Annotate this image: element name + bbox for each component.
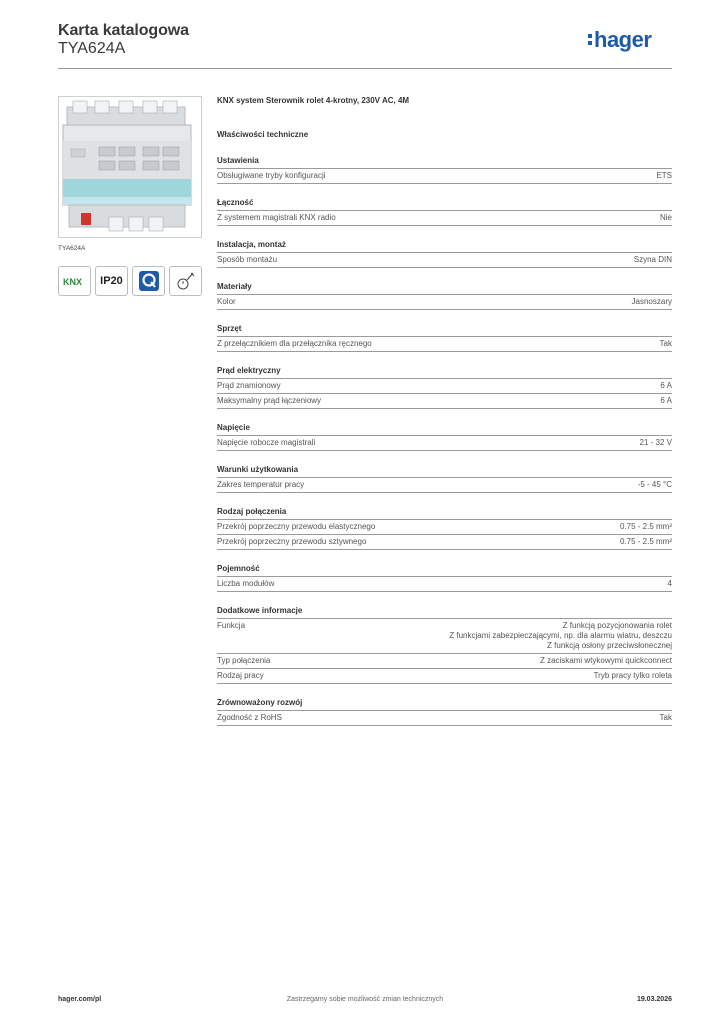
spec-label: Funkcja bbox=[217, 621, 246, 630]
spec-label: Przekrój poprzeczny przewodu elastycznego bbox=[217, 522, 376, 531]
spec-row bbox=[217, 710, 672, 726]
manual-switch-icon bbox=[169, 266, 202, 296]
spec-group bbox=[217, 507, 672, 550]
spec-group bbox=[217, 465, 672, 493]
spec-value: -5 - 45 °C bbox=[637, 480, 672, 489]
spec-group bbox=[217, 423, 672, 451]
spec-group bbox=[217, 564, 672, 592]
quality-q-icon bbox=[132, 266, 165, 296]
spec-value: Tak bbox=[659, 713, 672, 722]
spec-row bbox=[217, 576, 672, 592]
spec-row bbox=[217, 336, 672, 352]
spec-groups bbox=[217, 156, 672, 726]
spec-rows bbox=[217, 336, 672, 352]
spec-group-title: Zrównoważony rozwój bbox=[217, 698, 303, 707]
spec-row bbox=[217, 534, 672, 550]
spec-label: Sposób montażu bbox=[217, 255, 278, 264]
knx-logo-icon bbox=[58, 266, 91, 296]
spec-label: Zakres temperatur pracy bbox=[217, 480, 305, 489]
spec-group-title: Sprzęt bbox=[217, 324, 242, 333]
product-image-column bbox=[58, 96, 202, 296]
product-description: KNX system Sterownik rolet 4-krotny, 230V AC, 4M bbox=[217, 96, 410, 105]
footer-website-link[interactable]: hager.com/pl bbox=[58, 996, 102, 1003]
footer-date: 19.03.2026 bbox=[636, 996, 672, 1003]
spec-group-title: Instalacja, montaż bbox=[217, 240, 286, 249]
svg-text:KNX: KNX bbox=[62, 277, 82, 287]
spec-value: ETS bbox=[656, 171, 672, 180]
spec-value: Szyna DIN bbox=[633, 255, 672, 264]
spec-label: Obsługiwane tryby konfiguracji bbox=[217, 171, 326, 180]
document-title: Karta katalogowa bbox=[58, 22, 189, 39]
spec-group-title: Ustawienia bbox=[217, 156, 259, 165]
spec-label: Maksymalny prąd łączeniowy bbox=[217, 396, 322, 405]
spec-label: Typ połączenia bbox=[217, 656, 271, 665]
spec-value: 0.75 - 2.5 mm² bbox=[619, 537, 672, 546]
spec-group-title: Łączność bbox=[217, 198, 254, 207]
certification-badges bbox=[58, 266, 202, 296]
spec-row bbox=[217, 618, 672, 653]
spec-rows bbox=[217, 168, 672, 184]
product-code: TYA624A bbox=[58, 40, 126, 57]
spec-value: Jasnoszary bbox=[631, 297, 672, 306]
spec-row bbox=[217, 393, 672, 409]
spec-label: Liczba modułów bbox=[217, 579, 275, 588]
spec-group bbox=[217, 156, 672, 184]
spec-value: 21 - 32 V bbox=[639, 438, 672, 447]
spec-label: Zgodność z RoHS bbox=[217, 713, 282, 722]
spec-label: Przekrój poprzeczny przewodu sztywnego bbox=[217, 537, 367, 546]
spec-label: Z przełącznikiem dla przełącznika ręcznego bbox=[217, 339, 372, 348]
spec-value: Tryb pracy tylko roleta bbox=[593, 671, 672, 680]
spec-value-list bbox=[449, 621, 672, 651]
ip-rating-label: IP20 bbox=[100, 275, 123, 287]
section-technical-properties: Właściwości techniczne bbox=[217, 130, 309, 139]
spec-label: Prąd znamionowy bbox=[217, 381, 281, 390]
ip20-badge bbox=[95, 266, 128, 296]
spec-group bbox=[217, 366, 672, 409]
spec-row bbox=[217, 519, 672, 534]
spec-label: Rodzaj pracy bbox=[217, 671, 264, 680]
spec-group bbox=[217, 606, 672, 684]
spec-value: Z zaciskami wtykowymi quickconnect bbox=[539, 656, 672, 665]
spec-rows bbox=[217, 294, 672, 310]
spec-value: 4 bbox=[667, 579, 672, 588]
spec-row bbox=[217, 252, 672, 268]
spec-rows bbox=[217, 435, 672, 451]
header-divider bbox=[58, 68, 672, 69]
spec-group bbox=[217, 282, 672, 310]
product-image bbox=[58, 96, 202, 238]
spec-label: Z systemem magistrali KNX radio bbox=[217, 213, 336, 222]
product-image-caption: TYA624A bbox=[58, 245, 86, 252]
spec-rows bbox=[217, 477, 672, 493]
spec-value: 0.75 - 2.5 mm² bbox=[619, 522, 672, 531]
spec-group-title: Prąd elektryczny bbox=[217, 366, 281, 375]
document-header bbox=[58, 20, 672, 70]
spec-group-title: Warunki użytkowania bbox=[217, 465, 299, 474]
spec-rows bbox=[217, 252, 672, 268]
spec-rows bbox=[217, 378, 672, 409]
spec-row bbox=[217, 378, 672, 393]
spec-value: 6 A bbox=[660, 396, 672, 405]
knx-actuator-device-illustration bbox=[59, 97, 202, 238]
spec-group bbox=[217, 324, 672, 352]
spec-row bbox=[217, 294, 672, 310]
spec-row bbox=[217, 668, 672, 684]
spec-value: Tak bbox=[659, 339, 672, 348]
spec-rows bbox=[217, 576, 672, 592]
spec-group-title: Materiały bbox=[217, 282, 252, 291]
svg-text:hager: hager bbox=[594, 27, 652, 52]
spec-row bbox=[217, 435, 672, 451]
spec-row bbox=[217, 168, 672, 184]
hager-logo bbox=[586, 26, 672, 54]
spec-group-title: Pojemność bbox=[217, 564, 260, 573]
spec-group bbox=[217, 240, 672, 268]
spec-row bbox=[217, 653, 672, 668]
spec-rows bbox=[217, 710, 672, 726]
footer-disclaimer: Zastrzegamy sobie możliwość zmian technicznych bbox=[286, 996, 444, 1003]
spec-rows bbox=[217, 210, 672, 226]
spec-value: 6 A bbox=[660, 381, 672, 390]
spec-group-title: Rodzaj połączenia bbox=[217, 507, 287, 516]
spec-group-title: Dodatkowe informacje bbox=[217, 606, 303, 615]
spec-row bbox=[217, 477, 672, 493]
spec-value: Z funkcją pozycjonowania rolet bbox=[562, 621, 672, 630]
spec-rows bbox=[217, 519, 672, 550]
spec-value: Z funkcjami zabezpieczającymi, np. dla alarmu wiatru, deszczu bbox=[449, 631, 672, 640]
spec-group bbox=[217, 698, 672, 726]
specifications-column bbox=[217, 96, 672, 726]
spec-label: Kolor bbox=[217, 297, 236, 306]
spec-value: Z funkcją osłony przeciwsłonecznej bbox=[547, 641, 672, 650]
spec-label: Napięcie robocze magistrali bbox=[217, 438, 316, 447]
spec-rows bbox=[217, 618, 672, 684]
spec-value: Nie bbox=[659, 213, 672, 222]
spec-group bbox=[217, 198, 672, 226]
spec-group-title: Napięcie bbox=[217, 423, 250, 432]
spec-row bbox=[217, 210, 672, 226]
